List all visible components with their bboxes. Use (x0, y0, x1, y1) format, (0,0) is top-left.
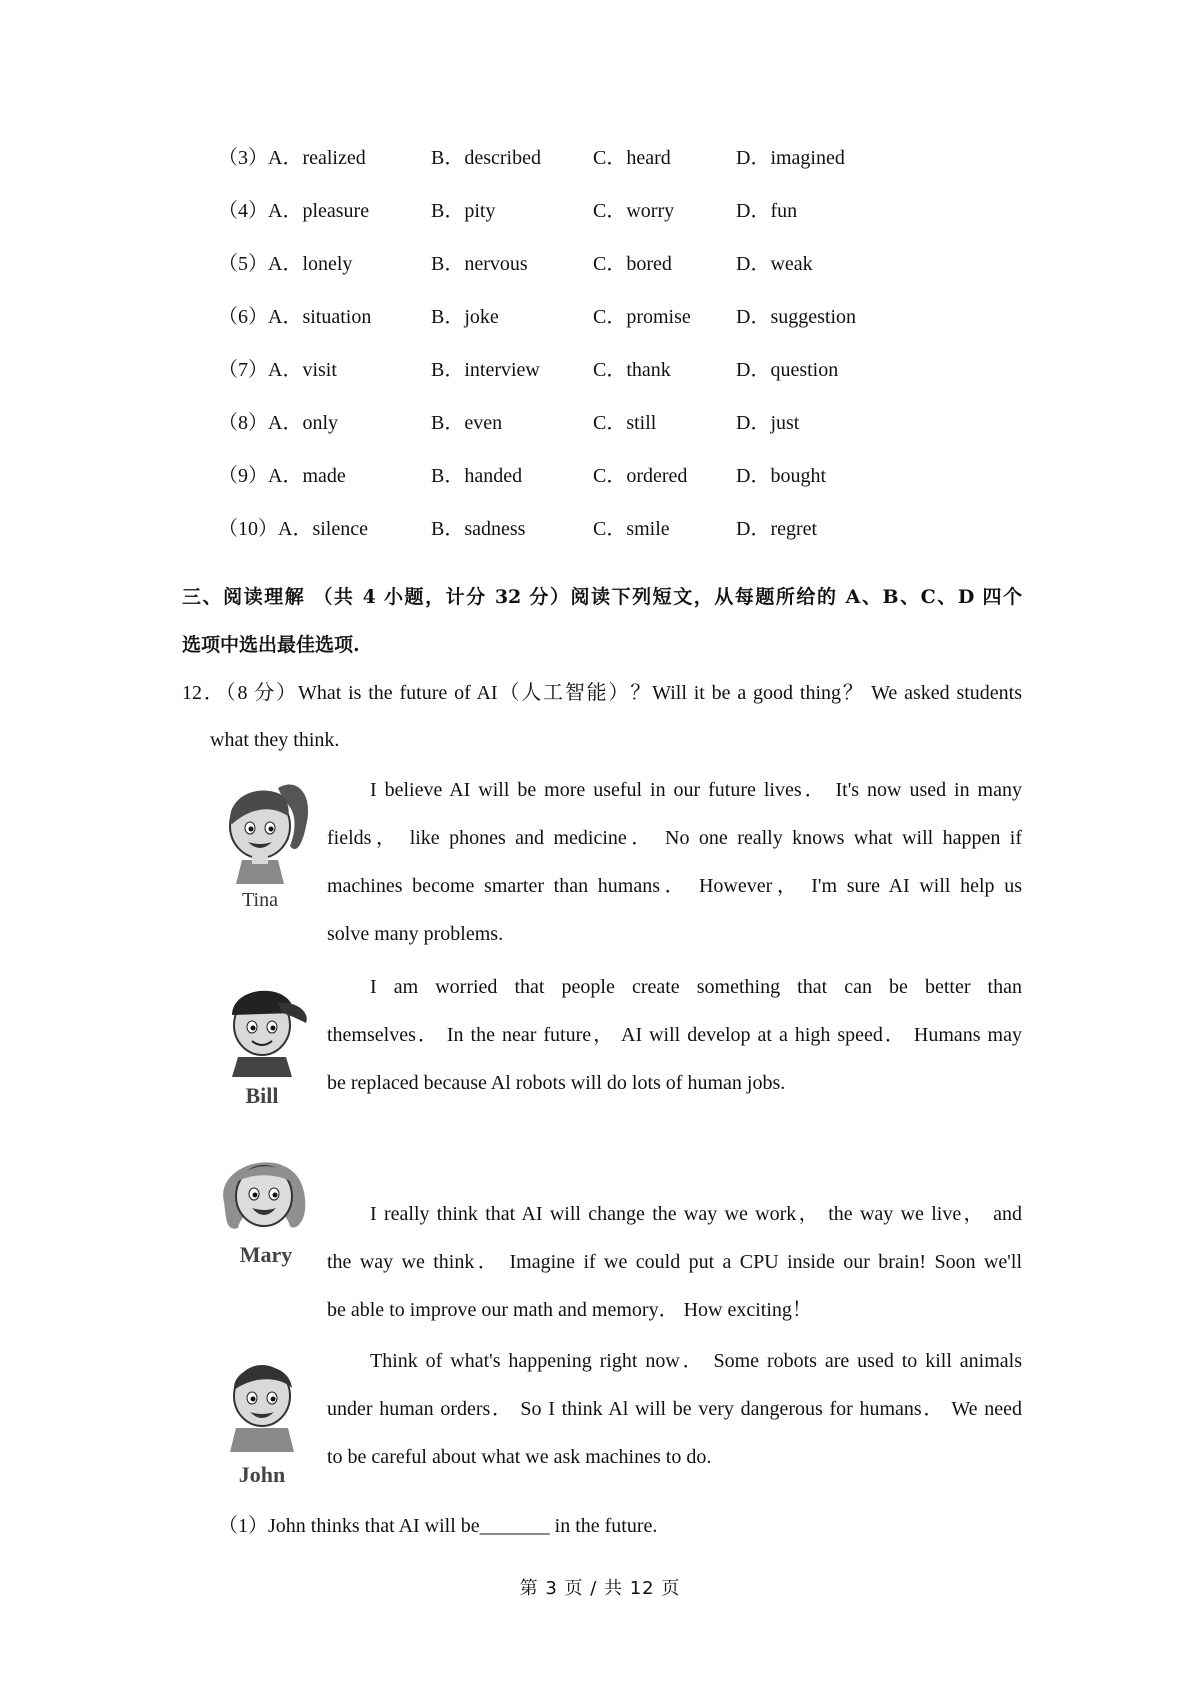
paragraph-line: to be careful about what we ask machines to do. (327, 1446, 712, 1468)
mary-avatar (214, 1142, 314, 1282)
tina-avatar (218, 776, 318, 916)
option-a: （3）A．realized (218, 147, 366, 169)
svg-text:John: John (238, 1462, 286, 1487)
question-12-line2: what they think. (210, 729, 340, 751)
option-b: B．sadness (431, 518, 526, 540)
svg-text:Bill: Bill (245, 1083, 279, 1108)
option-d: D．just (736, 412, 800, 434)
paragraph-line: Think of what's happening right now． Some robots are used to kill animals (370, 1350, 1022, 1372)
option-a: （4）A．pleasure (218, 200, 370, 222)
option-d: D．imagined (736, 147, 845, 169)
option-a: （9）A．made (218, 465, 346, 487)
option-c: C．still (593, 412, 657, 434)
option-b: B．nervous (431, 253, 528, 275)
section-heading-line2: 选项中选出最佳选项. (182, 634, 360, 656)
paragraph-line: machines become smarter than humans． However， I'm sure AI will help us (327, 875, 1022, 897)
paragraph-line: be replaced because Al robots will do lots of human jobs. (327, 1072, 786, 1094)
paragraph-line: solve many problems. (327, 923, 504, 945)
option-d: D．regret (736, 518, 818, 540)
option-a: （6）A．situation (218, 306, 372, 328)
option-c: C．bored (593, 253, 672, 275)
option-b: B．joke (431, 306, 499, 328)
option-b: B．pity (431, 200, 496, 222)
paragraph-line: I am worried that people create something that can be better than (370, 976, 1022, 998)
section-heading-line1: 三、阅读理解 （共 4 小题，计分 32 分）阅读下列短文，从每题所给的 A、B、C、D 四个 (182, 586, 1022, 608)
paragraph-line: themselves． In the near future， AI will develop at a high speed． Humans may (327, 1024, 1022, 1046)
option-b: B．even (431, 412, 503, 434)
option-d: D．question (736, 359, 839, 381)
paragraph-line: I believe AI will be more useful in our future lives． It's now used in many (370, 779, 1022, 801)
option-c: C．heard (593, 147, 671, 169)
option-c: C．thank (593, 359, 671, 381)
option-a: （7）A．visit (218, 359, 337, 381)
option-c: C．promise (593, 306, 691, 328)
option-b: B．described (431, 147, 541, 169)
question-12-line1: 12．（8 分）What is the future of AI（人工智能）？Will it be a good thing？ We asked students (182, 682, 1022, 704)
option-c: C．ordered (593, 465, 688, 487)
svg-text:Tina: Tina (242, 889, 278, 911)
bill-avatar (218, 973, 318, 1113)
option-c: C．worry (593, 200, 675, 222)
john-avatar (216, 1348, 316, 1498)
option-d: D．bought (736, 465, 826, 487)
sub-question-1: （1）John thinks that AI will be_______ in the future. (218, 1515, 658, 1537)
option-d: D．weak (736, 253, 813, 275)
paragraph-line: fields， like phones and medicine． No one really knows what will happen if (327, 827, 1022, 849)
option-a: （8）A．only (218, 412, 338, 434)
option-a: （5）A．lonely (218, 253, 353, 275)
page-footer: 第 3 页 / 共 12 页 (519, 1578, 681, 1599)
option-d: D．suggestion (736, 306, 856, 328)
paragraph-line: under human orders． So I think Al will be very dangerous for humans． We need (327, 1398, 1022, 1420)
option-b: B．interview (431, 359, 540, 381)
option-b: B．handed (431, 465, 523, 487)
paragraph-line: be able to improve our math and memory． How exciting！ (327, 1299, 812, 1321)
paragraph-line: the way we think． Imagine if we could put a CPU inside our brain! Soon we'll (327, 1251, 1022, 1273)
option-a: （10）A．silence (218, 518, 368, 540)
svg-text:Mary: Mary (239, 1242, 293, 1267)
option-c: C．smile (593, 518, 670, 540)
option-d: D．fun (736, 200, 798, 222)
paragraph-line: I really think that AI will change the way we work， the way we live， and (370, 1203, 1022, 1225)
